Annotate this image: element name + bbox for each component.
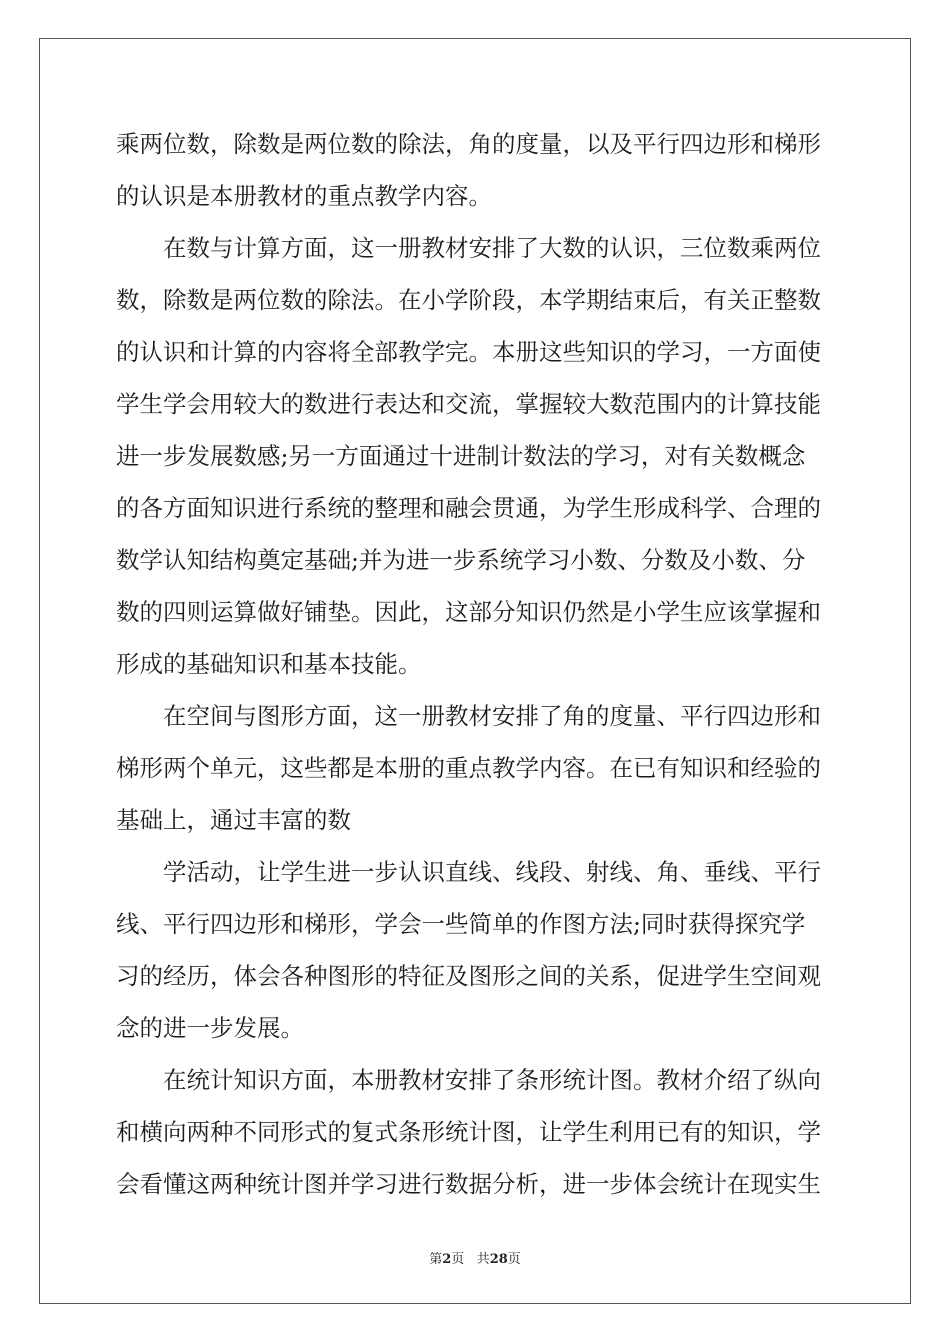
- text-line: 形成的基础知识和基本技能。: [116, 650, 422, 678]
- text-line: 习的经历，体会各种图形的特征及图形之间的关系，促进学生空间观: [116, 962, 821, 990]
- footer-page-suffix: 页: [451, 1252, 465, 1267]
- text-line: 学活动，让学生进一步认识直线、线段、射线、角、垂线、平行: [163, 858, 821, 886]
- footer-page-number: 2: [442, 1252, 452, 1267]
- text-line: 在统计知识方面，本册教材安排了条形统计图。教材介绍了纵向: [163, 1066, 821, 1094]
- text-line: 的各方面知识进行系统的整理和融会贯通，为学生形成科学、合理的: [116, 494, 821, 522]
- text-line: 数的四则运算做好铺垫。因此，这部分知识仍然是小学生应该掌握和: [116, 598, 821, 626]
- footer-total-pages: 28: [489, 1252, 508, 1267]
- footer-total-suffix: 页: [507, 1252, 521, 1267]
- footer-prefix: 第: [429, 1252, 443, 1267]
- text-line: 数，除数是两位数的除法。在小学阶段，本学期结束后，有关正整数: [116, 286, 821, 314]
- page-footer: [0, 1248, 950, 1267]
- text-line: 线、平行四边形和梯形，学会一些简单的作图方法;同时获得探究学: [116, 910, 806, 938]
- text-line: 基础上，通过丰富的数: [116, 806, 351, 834]
- text-line: 会看懂这两种统计图并学习进行数据分析，进一步体会统计在现实生: [116, 1170, 821, 1198]
- text-line: 和横向两种不同形式的复式条形统计图，让学生利用已有的知识，学: [116, 1118, 821, 1146]
- text-line: 数学认知结构奠定基础;并为进一步系统学习小数、分数及小数、分: [116, 546, 806, 574]
- text-line: 乘两位数，除数是两位数的除法，角的度量，以及平行四边形和梯形: [116, 130, 821, 158]
- text-line: 梯形两个单元，这些都是本册的重点教学内容。在已有知识和经验的: [116, 754, 821, 782]
- text-line: 念的进一步发展。: [116, 1014, 304, 1042]
- text-line: 学生学会用较大的数进行表达和交流，掌握较大数范围内的计算技能: [116, 390, 821, 418]
- text-line: 的认识是本册教材的重点教学内容。: [116, 182, 492, 210]
- text-line: 在空间与图形方面，这一册教材安排了角的度量、平行四边形和: [163, 702, 821, 730]
- text-line: 在数与计算方面，这一册教材安排了大数的认识，三位数乘两位: [163, 234, 821, 262]
- footer-total-prefix: 共: [476, 1252, 490, 1267]
- text-line: 的认识和计算的内容将全部教学完。本册这些知识的学习，一方面使: [116, 338, 821, 366]
- text-line: 进一步发展数感;另一方面通过十进制计数法的学习，对有关数概念: [116, 442, 806, 470]
